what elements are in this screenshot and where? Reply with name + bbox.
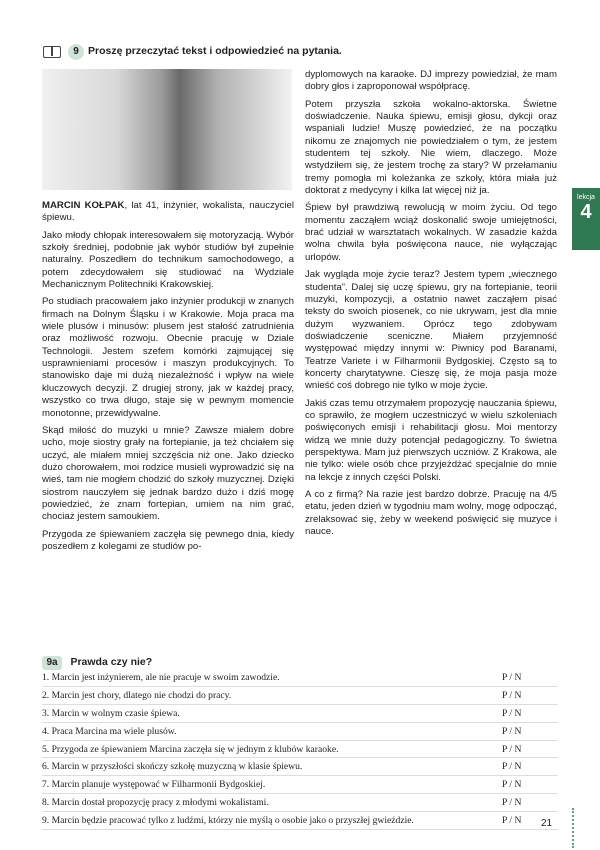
list-item: 9. Marcin będzie pracować tylko z ludźmi, którzy nie myślą o osobie jako o przyszłej gwieździe. P / N bbox=[42, 812, 558, 830]
paragraph: Po studiach pracowałem jako inżynier produkcji w znanych firmach na Dolnym Śląsku i w Krakowie. Moja praca ma wiele plusów i minusów: plusem jest stałość zatrudnienia oraz możliwość rozwoju. Obecnie pracuję w Dziale Technologii. Jestem szefem komórki zajmującej się usprawnieniami procesów i maszyn produkcyjnych. To stanowisko daje mi dużą niezależność i wpływ na wiele kluczowych decyzji. Z drugiej strony, jak w każdej pracy, wszystko co trwa długo, staje się w pewnym momencie monotonne, przewidywalne. bbox=[42, 296, 294, 419]
paragraph: Jakiś czas temu otrzymałem propozycję nauczania śpiewu, co sprawiło, że mogłem uczestniczyć w wielu szkoleniach poświęconych emisji i rehabilitacji głosu. Moi mentorzy widzą we mnie duży potencjał pedagogiczny. To świetna perspektywa. Mam już pierwszych uczniów. Z Krakowa, ale nie tylko: wiele osób chce przyjeżdżać specjalnie do mnie na lekcje z innych części Polski. bbox=[305, 397, 557, 483]
answer-choice[interactable]: P / N bbox=[502, 725, 522, 737]
paragraph: dyplomowych na karaoke. DJ imprezy powiedział, że mam dobry głos i zaproponował współpracę. bbox=[305, 69, 557, 93]
decorative-dots bbox=[572, 808, 578, 848]
text-column-right bbox=[305, 69, 557, 543]
text-column-left: MARCIN KOŁPAK, lat 41, inżynier, wokalista, nauczyciel śpiewu. Jako młody chłopak interesowałem się motoryzacją. Wybór szkoły średniej, podobnie jak wybór studiów był zupełnie naturalny. Poszedłem do technikum samochodowego, a potem zdecydowałem się studiować na Wydziale Mechanicznym Politechniki Krakowskiej. Po studiach pracowałem jako inżynier produkcji w znanych firmach na Dolnym Śląsku i w Krakowie. Moja praca ma wiele plusów i minusów: plusem jest stałość zatrudnienia oraz możliwość rozwoju. Obecnie pracuję w Dziale Technologii. Jestem szefem komórki zajmującej się usprawnieniami procesów i maszyn produkcyjnych. To stanowisko daje mi dużą niezależność i wpływ na wiele kluczowych decyzji. Z drugiej strony, jak w każdej pracy, wszystko co trwa długo, staje się w pewnym momencie monotonne, przewidywalne. Skąd miłość do muzyki u mnie? Zawsze miałem dobre ucho, moje siostry grały na fortepianie, ja też chciałem się uczyć, ale miałem mniej szczęścia niż one. Jako dziecko dużo chorowałem, moi rodzice musieli wyprowadzić się na wieś, tam nie mogłem chodzić do szkoły muzycznej. Dzięki siostrom nauczyłem się jednak bardzo dużo i dziś mogę powiedzieć, że znam fortepian, umiem na nim grać, chociaż jestem samoukiem. Przygoda ze śpiewaniem zaczęła się pewnego dnia, kiedy poszedłem z kolegami ze studiów po- bbox=[42, 200, 294, 552]
list-item: 3. Marcin w wolnym czasie śpiewa. P / N bbox=[42, 705, 558, 723]
paragraph: Przygoda ze śpiewaniem zaczęła się pewnego dnia, kiedy poszedłem z kolegami ze studiów po- bbox=[42, 528, 294, 552]
paragraph: Jak wygląda moje życie teraz? Jestem typem „wiecznego studenta”. Dalej się uczę śpiewu, gry na fortepianie, teorii muzyki, kompozycji, a ostatnio nawet zacząłem pisać teksty do swoich piosenek, co nie ukrywam, jest dla mnie dużym wyzwaniem. Oprócz tego zdobywam doświadczenie sceniczne. Miałem przyjemność występować między innymi w: Piwnicy pod Baranami, Teatrze Variete i w Filharmonii Bydgoskiej. Często są to koncerty charytatywne. Cieszę się, że moja pasja może wnieść coś dobrego nie tylko w moje życie. bbox=[305, 269, 557, 392]
answer-choice[interactable]: P / N bbox=[502, 707, 522, 719]
paragraph: Śpiew był prawdziwą rewolucją w moim życiu. Od tego momentu zacząłem wciąż doskonalić swoje umiejętności, brać udział w warsztatach wokalnych. W zasadzie każda wolna chwila była poświęcona nauce, nie wyłączając urlopów. bbox=[305, 202, 557, 263]
answer-choice[interactable]: P / N bbox=[502, 743, 522, 755]
list-item: 7. Marcin planuje występować w Filharmonii Bydgoskiej. P / N bbox=[42, 776, 558, 794]
paragraph: Potem przyszła szkoła wokalno-aktorska. Świetne doświadczenie. Nauka śpiewu, emisji głosu, dykcji oraz wspaniali ludzie! Muszę powiedzieć, że na początku nikomu ze znajomych nie powiedziałem o tym, że jestem studentem tej szkoły. Nie wiem, dlaczego. Może wstydziłem się, że jestem trochę za stary? W przełamaniu tremy pomogła mi koleżanka ze szkoły, która miała już doktorat z medycyny i kilka lat więcej niż ja. bbox=[305, 98, 557, 197]
lesson-tab: lekcja 4 bbox=[572, 188, 600, 250]
list-item: 4. Praca Marcina ma wiele plusów. P / N bbox=[42, 723, 558, 741]
paragraph: A co z firmą? Na razie jest bardzo dobrze. Pracuję na 4/5 etatu, jeden dzień w tygodniu mam wolny, mogę odpocząć, zrelaksować się, żeby w weekend poświęcić się muzyce i nauce. bbox=[305, 489, 557, 538]
answer-choice[interactable]: P / N bbox=[502, 689, 522, 701]
photo bbox=[42, 69, 292, 190]
answer-choice[interactable]: P / N bbox=[502, 761, 522, 773]
answer-choice[interactable]: P / N bbox=[502, 779, 522, 791]
list-item: 1. Marcin jest inżynierem, ale nie pracuje w swoim zawodzie. P / N bbox=[42, 669, 558, 687]
instruction: Proszę przeczytać tekst i odpowiedzieć na pytania. bbox=[88, 45, 342, 57]
answer-choice[interactable]: P / N bbox=[502, 797, 522, 809]
page-number: 21 bbox=[541, 818, 553, 829]
book-icon bbox=[43, 46, 61, 58]
person-name: MARCIN KOŁPAK bbox=[42, 200, 125, 211]
exercise-number: 9 bbox=[68, 44, 84, 60]
exercise-9a-header: 9a Prawda czy nie? bbox=[42, 652, 152, 670]
paragraph: Skąd miłość do muzyki u mnie? Zawsze miałem dobre ucho, moje siostry grały na fortepianie, ja też chciałem się uczyć, ale miałem mniej szczęścia niż one. Jako dziecko dużo chorowałem, moi rodzice musieli wyprowadzić się na wieś, tam nie mogłem chodzić do szkoły muzycznej. Dzięki siostrom nauczyłem się jednak bardzo dużo i dziś mogę powiedzieć, że znam fortepian, umiem na nim grać, chociaż jestem samoukiem. bbox=[42, 424, 294, 523]
answer-choice[interactable]: P / N bbox=[502, 671, 522, 683]
paragraph: Jako młody chłopak interesowałem się motoryzacją. Wybór szkoły średniej, podobnie jak wybór studiów był zupełnie naturalny. Poszedłem do technikum samochodowego, a potem zdecydowałem się studiować na Wydziale Mechanicznym Politechniki Krakowskiej. bbox=[42, 229, 294, 291]
answer-choice[interactable]: P / N bbox=[502, 815, 522, 827]
list-item: 6. Marcin w przyszłości skończy szkołę muzyczną w klasie śpiewu. P / N bbox=[42, 758, 558, 776]
list-item: 8. Marcin dostał propozycję pracy z młodymi wokalistami. P / N bbox=[42, 794, 558, 812]
list-item: 5. Przygoda ze śpiewaniem Marcina zaczęła się w jednym z klubów karaoke. P / N bbox=[42, 741, 558, 759]
list-item: 2. Marcin jest chory, dlatego nie chodzi do pracy. P / N bbox=[42, 687, 558, 705]
true-false-list bbox=[42, 669, 558, 830]
